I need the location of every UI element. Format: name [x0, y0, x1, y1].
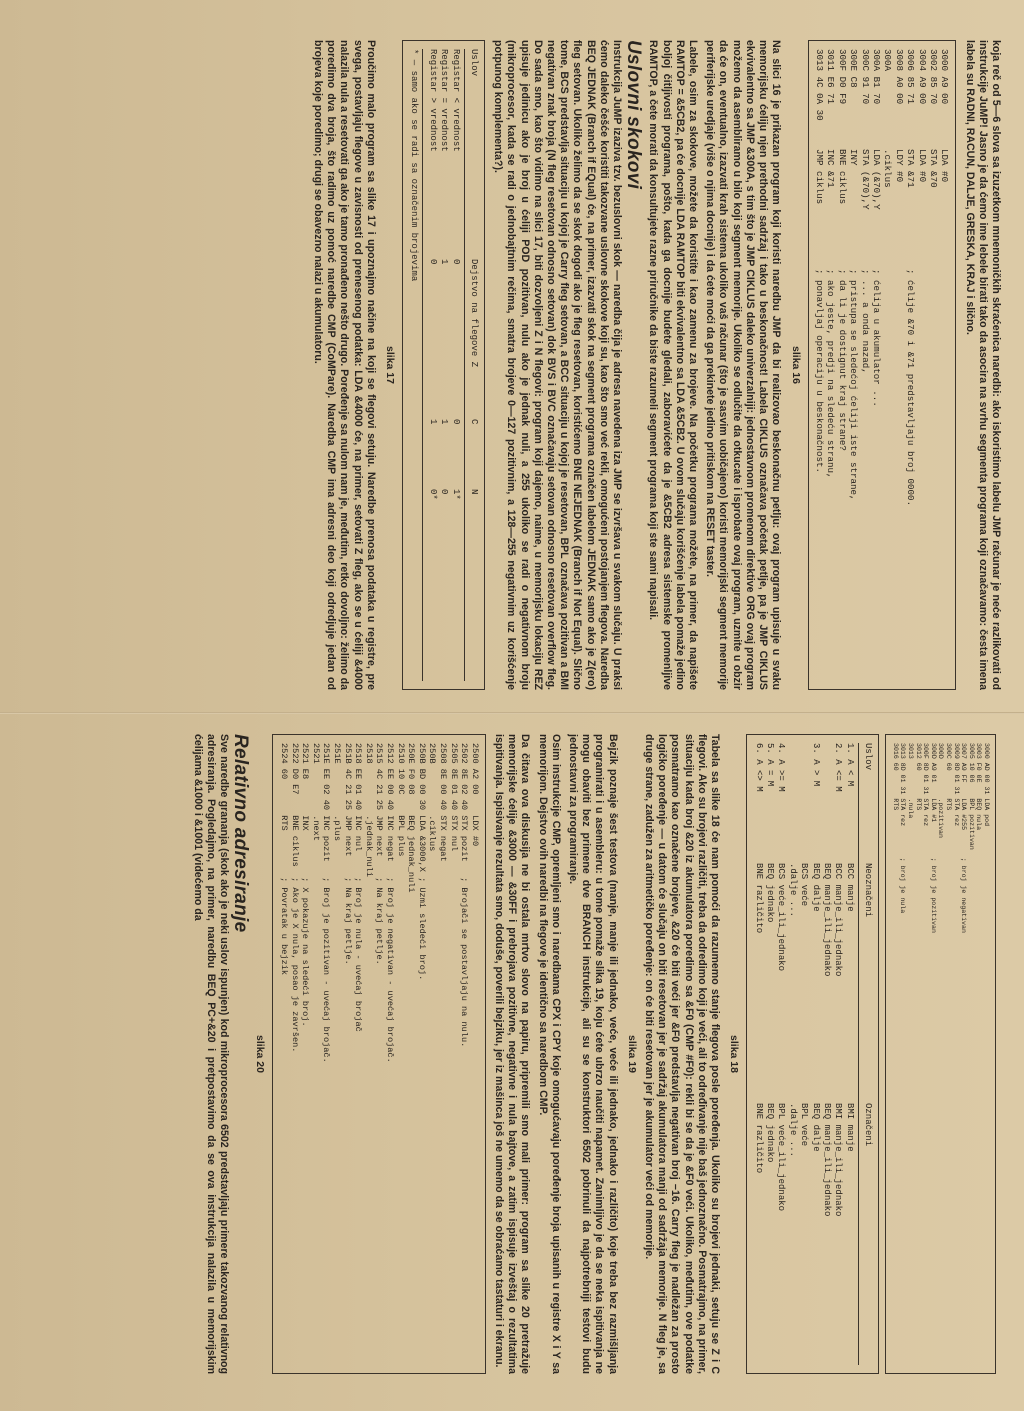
- listing-18-line: 3016 60 RTS: [891, 743, 899, 811]
- table-17-cell: 1: [427, 419, 438, 425]
- paragraph-19b: Osim instrukcije CMP, opremljeni smo i naredbama CPX i CPY koje omogućavaju poređenje broja upisanih u registre X i Y sa memorijom. Dejstvo ovih naredbi na flegove je identično sa naredbom CMP.: [536, 734, 562, 1374]
- listing-20-line: 2510 10 0C BPL plus: [395, 743, 406, 857]
- listing-18-line: 300F 8D 01 31 STA rez: [922, 743, 930, 827]
- table-18-row: [752, 743, 763, 1365]
- listing-16-line: [859, 49, 870, 681]
- table-18-cell: BEQ dalje: [810, 1103, 821, 1152]
- table-17-cell: 0: [450, 259, 461, 265]
- listing-18-line: 300D A9 01 LDA #1 ; broj je pozitivan: [929, 743, 937, 933]
- listing-16-addr: 300C 91 70: [859, 49, 871, 105]
- listing-16-addr: 3011 E6 71: [825, 49, 837, 105]
- table-18-cell: [798, 743, 809, 853]
- table-18-row: [798, 743, 809, 1365]
- table-17-footnote: * — samo ako se radi sa označenim brojevima: [409, 49, 420, 282]
- listing-16-comment: ; da li je dostignut kraj strane?: [836, 269, 848, 451]
- table-18-rule: [858, 743, 859, 1365]
- table-17-cell: Registar > vrednost: [427, 49, 438, 152]
- listing-16-comment: ; ćelija u akumulator ...: [870, 269, 882, 407]
- table-18-cell: [821, 743, 832, 853]
- table-17-row: [426, 49, 437, 681]
- table-18-cell: .dalje ...: [787, 1103, 798, 1158]
- table-17-cell: 0*: [427, 489, 438, 500]
- left-column: [20, 40, 1002, 690]
- listing-20-line: 250E F0 08 BEQ jednak_nuli: [406, 743, 417, 893]
- table-17-cell: 0: [439, 489, 450, 495]
- table-18-cell: 3. A > M: [810, 743, 821, 787]
- table-17: [402, 40, 485, 690]
- listing-20-line: 2518 .jednak_nuli: [363, 743, 374, 878]
- table-18-h-uslov: Uslov: [863, 743, 874, 771]
- listing-16-line: [836, 49, 847, 681]
- listing-18-line: 3013 8D 01 31 STA rez ; broj je nula: [899, 743, 907, 914]
- table-18-h-neoznaceni: Neoznačeni: [863, 863, 874, 918]
- listing-16-addr: 3000 A9 00: [939, 49, 951, 105]
- listing-16-comment: [893, 269, 904, 681]
- listing-20-line: 2521 E8 INX ; X pokazuje na sledeći broj.: [300, 743, 311, 1027]
- listing-20-line: 251E .plus: [332, 743, 343, 841]
- listing-20-line: 251B 4C 21 25 JMP next ; Na kraj petlje.: [342, 743, 353, 965]
- listing-18-line: 3000 AD 00 31 LDA pod: [983, 743, 990, 827]
- listing-18-line: 300D .pozitivan: [937, 743, 945, 838]
- caption-16: slika 16: [789, 346, 802, 384]
- table-18-cell: 1. A < M: [844, 743, 855, 787]
- table-18-cell: BCS veće_ili_jednako: [776, 863, 787, 972]
- paragraph-18: Tabela sa slike 18 će nam pomoći da razumemo stanje flegova posle poređenja. Ukoliko su brojevi jednaki, setuju se Z i C flegovi. Ako su brojevi različiti, treba da odredimo koji je veći, ali to određivanje nije baš jednoznačno. Posmatrajmo, na primer, situaciju kada broj &20 iz akumulatora poredimo sa &F0 (CMP #F0): rekli bi se da je &F0 veći. Ukoliko, međutim, ove podatke posmatramo kao označene brojeve, &20 će biti veći jer &F0 predstavlja negativan broj −16. Carry fleg je nadležan za prosto logičko poređenje — u datom će slučaju on biti resetovan jer je sadržaj akumulatora manji od sadržaja memorije. N fleg je, sa druge strane, zadužen za aritmetičko poređenje: on će biti resetovan jer je akumulator veći od memorije.: [643, 734, 722, 1374]
- table-17-cell: Registar = vrednost: [439, 49, 450, 152]
- listing-16-code: INY: [848, 149, 860, 166]
- caption-19: slika 19: [625, 1035, 638, 1073]
- listing-16-code: LDA (&70),Y: [870, 149, 882, 210]
- listing-16-line: [939, 49, 950, 681]
- table-17-cell: Registar < vrednost: [450, 49, 461, 152]
- listing-20-line: 251E EE 02 40 INC pozit ; Broj je pozitivan - uvećaj brojač.: [321, 743, 332, 1063]
- table-17-cell: 0: [427, 259, 438, 265]
- listing-20-line: 2521 .next: [310, 743, 321, 841]
- listing-16: [808, 40, 957, 690]
- table-18-cell: BCC manje_ili_jednako: [833, 863, 844, 977]
- table-18-cell: BMI manje: [844, 1103, 855, 1152]
- listing-16-addr: 300F D0 F9: [836, 49, 848, 105]
- listing-20-line: 2508 8E 00 40 STX negat: [437, 743, 448, 862]
- listing-16-code: BNE ciklus: [836, 149, 848, 205]
- listing-18-line: 300C 60 RTS: [945, 743, 953, 811]
- table-17-rule: [422, 49, 423, 681]
- listing-16-code: .ciklus: [882, 149, 894, 188]
- listing-16-comment: [882, 269, 893, 681]
- table-17-rule: [464, 49, 465, 681]
- listing-16-comment: [916, 269, 927, 681]
- table-17-row: [438, 49, 449, 681]
- table-17-cell: 0: [450, 419, 461, 425]
- table-18-cell: BEQ manje_ili_jednako: [822, 863, 833, 977]
- table-17-h-n: N: [469, 489, 480, 495]
- listing-16-code: STA &71: [905, 149, 917, 188]
- heading-relativno-adresiranje: Relativno adresiranje: [230, 734, 252, 933]
- table-17-header: [468, 49, 479, 681]
- table-17-row: [449, 49, 460, 681]
- listing-20-line: 2512 EE 00 40 INC negat ; Broj je negativan - uvećaj brojač.: [385, 743, 396, 1063]
- listing-16-addr: 300A B1 70: [870, 49, 882, 105]
- listing-18-program: [885, 734, 996, 1374]
- table-17-h-c: C: [469, 419, 480, 425]
- listing-20-line: 250B .ciklus: [427, 743, 438, 852]
- listing-16-code: STA (&70),Y: [859, 149, 871, 210]
- listing-20-line: 2505 8E 01 40 STX nul: [448, 743, 459, 852]
- paragraph-19a: Bejzik poznaje šest testova (manje, manje ili jednako, veće, veće ili jednako, jednako i različito) koje treba bez razmišljanja programirati i u asembleru: u tome pomaže slika 19, koju ćete ubrzo naučiti napamet. Zanimljivo je da se neka ispitivanja ne mogu obaviti bez primene dve BRANCH instrukcije, ali su se konstruktori 6502 pobrinuli da najpotrebniji testovi budu jednostavni za programiranje.: [566, 734, 619, 1374]
- listing-16-line: [893, 49, 904, 681]
- table-17-h-z: Dejstvo na flegove Z: [469, 259, 480, 368]
- listing-16-line: [871, 49, 882, 681]
- table-18-body: [752, 743, 855, 1365]
- listing-18-line: 3003 F0 0E BEQ nula: [975, 743, 983, 831]
- table-18-cell: BEQ dalje: [810, 863, 821, 912]
- table-17-h-uslov: Uslov: [469, 49, 480, 77]
- table-18-cell: 4. A >= M: [776, 743, 787, 792]
- listing-16-line: [905, 49, 916, 681]
- listing-16-line: [882, 49, 893, 681]
- listing-16-code: INC &71: [825, 149, 837, 188]
- listing-18-line: 3007 A9 FF LDA #255 ; broj je negativan: [960, 743, 968, 933]
- listing-16-lines: [814, 49, 951, 681]
- listing-20: [272, 734, 485, 1374]
- listing-20-line: 2500 A2 00 LDX #0: [469, 743, 480, 847]
- table-18-cell: BEQ jednako: [765, 863, 776, 923]
- table-18-cell: 6. A <> M: [753, 743, 764, 792]
- table-18-row: [821, 743, 832, 1365]
- table-18-cell: BPL veće: [799, 1103, 810, 1147]
- listing-16-code: STA &70: [927, 149, 939, 188]
- table-17-cell: 1*: [450, 489, 461, 500]
- table-18-cell: BMI manje_ili_jednako: [833, 1103, 844, 1217]
- intro-paragraph: koja reč od 5—6 slova sa izuzetkom mnemoničkih skraćenica naredbi: ako iskoristimo labelu JMP računar je neće razlikovati od instrukcije JuMP! Jasno je da ćemo ime lebele birati tako da asocira na svrhu segmenta programa koji označavamo: česta imena labela su RADNI, RACUN, DALJE, GRESKA, KRAJ i slično.: [963, 40, 1002, 690]
- paragraph-19c: Da čitava ova diskusija ne bi ostala mrtvo slovo na papiru, pripremili smo mali primer: program sa slike 20 pretražuje memorijske ćelije &3000 — &30FF i prebrojava pozitivne, negativne i nula bajtove, a zatim ispisuje izveštaj o rezultatima ispitivanja. Ispisivanje rezultata smo, doduše, poverili bejziku, jer iz mašinca još ne umemo da se obraćamo tastaturi i ekranu.: [492, 734, 532, 1374]
- table-18-cell: .dalje ...: [787, 863, 798, 918]
- listing-16-comment: ; ... a onda nazad,: [859, 269, 871, 374]
- listing-16-comment: ; pristupa se sledećoj ćeliji iste strane,: [848, 269, 860, 501]
- table-18-cell: BNE različito: [753, 1103, 764, 1174]
- table-17-body: [426, 49, 460, 681]
- listing-18-line: 3012 60 RTS: [914, 743, 922, 811]
- table-18-cell: BNE različito: [753, 863, 764, 934]
- listing-20-line: 2515 4C 21 25 JMP next ; Na kraj petlje.: [374, 743, 385, 965]
- page-fold: [0, 712, 1024, 714]
- listing-18-line: 3013 .nula: [907, 743, 915, 819]
- table-17-cell: 1: [439, 259, 450, 265]
- paragraph-16b: Labele, osim za skokove, možete da koristite i kao zamenu za brojeve. Na početku programa možete, na primer, da napišete RAMTOP = &5CB2, pa će docnije LDA RAMTOP biti ekvivalentno sa LDA &5CB2. U ovom slučaju korišćenje labela pomaže jedino boljoj čitljivosti programa, pošto, kada ga docnije budete gledali, zaboravićete da je &5CB2 adresa sistemske promenljive RAMTOP, a čete morati da konsultujete razne priručnike da biste razumeli segment programa koji ste sami napisali.: [647, 40, 700, 690]
- listing-20-lines: [278, 743, 479, 1365]
- paragraph-17b: Proučimo malo program sa slike 17 i upoznajmo načine na koji se flegovi setuju. Naredbe prenosa podataka u registre, pre svega, postavljaju flegove u zavisnosti od prenesenog podatka: LDA &4000 će, na primer, setovati Z fleg, ako se u ćeliji &4000 nalazila nula a resetovati ga ako je tamo pronađeno nešto drugo. Poređenje sa nulom nam je, međutim, retko dovoljno: želimo da poredimo dva broja, što radimo uz pomoć naredbe CMP (CoMPare). Naredba CMP ima adresni deo koji odredjuje jedan od brojeva koje poredimo; drugi se obavezno nalazi u akumulatoru.: [312, 40, 377, 690]
- listing-16-comment: ; ponavljaj operaciju u beskonačnost.: [813, 269, 825, 473]
- listing-16-addr: 300E C8: [848, 49, 860, 88]
- table-18-cell: 2. A <= M: [833, 743, 844, 792]
- paragraph-17a: Instrukcija JuMP izaziva tzv. bezuslovni skok — naredba čija je adresa navedena iza JMP se izvršava u svakom slučaju. U praksi ćemo daleko češće koristiti takozvane uslovne skokove koji su, kao što smo već rekli, omogućeni postojanjem flegova. Naredba BEQ JEDNAK (Branch if EQual) će, na primer, izazvati skok na segment programa označen labelom JEDNAK samo ako je Z(ero) fleg setovan. Ukoliko želimo da se skok dogodi ako je fleg resetovan, koristićemo BNE NEJEDNAK (Branch if Not Equal). Slično tome, BCS predstavlja situaciju u kojoj je Carry fleg setovan, a BCC situaciju u kojoj je resetovan, BPL označava pozitivan a BMI negativan znak broja (N fleg resetovan odnosno setovan) dok BVS i BVC označavaju setovan odnosno resetovan overflow fleg. Do sada smo, kao što vidimo na slici 17, biti dozvoljeni Z i N flegovi: program koji dajemo, naime, u memorijsku lokaciju REZ upisuje jedinicu ako je broj u ćeliji POD pozitivan, nulu ako je jednak nuli, a 255 ukoliko se radi o negativnom broju (mikroprocesor, kada se radi o jednobajtnim rečima, smatra brojeve 0—127 pozitivnim, a 128—255 negativnim uz korišćenje potpunog komplementa?).: [492, 40, 624, 690]
- paragraph-16a: Na slici 16 je prikazan program koji koristi naredbu JMP da bi realizovao beskonačnu petlju: ovaj program upisuje u svaku memorijsku ćeliju njen prethodni sadržaj i tako u beskonačnost! Labela CIKLUS označava početak petlje, pa je JMP CIKLUS ekvivalentno sa JMP &300A, s tim što je JMP CIKLUS daleko univerzalniji: jednostavnom promenom direktive ORG ovaj program možemo da asembliramo u bilo koji segment memorije. Ukoliko se odlučite da otkucate i isprobate ovaj program, uzmite u obzir da će on, eventualno, izazvati krah sistema ukoliko vaš računar (što je sasvim uobičajeno) koristi memorijski segment memorije periferijske uredjaje (više o njima docnije) i da ćete moći da ga prekinete jedino pritiskom na RESET taster.: [704, 40, 783, 690]
- table-18-cell: 5. A = M: [765, 743, 776, 787]
- table-18-row: [809, 743, 820, 1365]
- heading-uslovni-skokovi: Uslovni skokovi: [623, 40, 645, 190]
- listing-16-code: LDA #0: [916, 149, 928, 183]
- listing-16-addr: 3004 A9 00: [916, 49, 928, 105]
- listing-16-addr: 3008 A0 00: [893, 49, 905, 105]
- listing-16-line: [928, 49, 939, 681]
- right-column: [20, 734, 1002, 1374]
- listing-16-code: LDA #0: [939, 149, 951, 183]
- listing-16-code: JMP ciklus: [813, 149, 825, 205]
- listing-16-addr: 3013 4C 0A 30: [813, 49, 825, 121]
- listing-16-line: [825, 49, 836, 681]
- listing-18-lines: [891, 743, 990, 1365]
- listing-16-comment: ; ako jeste, predji na sledeću stranu,: [825, 269, 837, 479]
- listing-20-line: 2524 60 RTS ; Povratak u bejzik: [279, 743, 290, 976]
- table-18-h-oznaceni: Označeni: [863, 1103, 874, 1147]
- listing-16-line: [916, 49, 927, 681]
- listing-16-comment: [928, 269, 939, 681]
- table-18-row: [786, 743, 797, 1365]
- listing-20-line: 2518 EE 01 40 INC nul ; Broj je nula - uvećaj brojač: [353, 743, 364, 1032]
- listing-16-line: [814, 49, 825, 681]
- table-18-row: [764, 743, 775, 1365]
- listing-18-line: 3005 10 06 BPL pozitivan: [967, 743, 975, 850]
- table-18-cell: [786, 743, 797, 853]
- listing-20-line: 250B BD 00 30 LDA &3000,X ; Uzmi sledeći broj.: [416, 743, 427, 981]
- paragraph-20: Sve naredbe grananja (skok ako je neki uslov ispunjen) kod mikroprocesora 6502 predstavljaju primere takozvanog relativnog adresiranja. Pogledajmo, na primer, naredbu BEQ PC+&20 i pretpostavimo da se ova instrukcija nalazila u memorijskim ćelijama &1000 i &1001 (videćemo da: [191, 734, 231, 1374]
- caption-20: slika 20: [254, 1035, 267, 1073]
- listing-16-addr: 3002 85 70: [927, 49, 939, 105]
- table-18-row: [832, 743, 843, 1365]
- caption-17: slika 17: [384, 346, 397, 384]
- table-18-row: [775, 743, 786, 1365]
- table-18-cell: BCS veće: [799, 863, 810, 907]
- listing-16-comment: [939, 269, 950, 681]
- listing-16-addr: 3006 85 71: [905, 49, 917, 105]
- caption-18: slika 18: [728, 1035, 741, 1073]
- table-18-row: [843, 743, 854, 1365]
- listing-16-comment: ; ćelije &70 i &71 predstavljaju broj 0000.: [905, 269, 917, 507]
- listing-16-addr: 300A: [882, 49, 894, 72]
- table-18-cell: BCC manje: [844, 863, 855, 912]
- table-17-cell: 1: [439, 419, 450, 425]
- listing-20-line: 2502 8E 02 40 STX pozit ; Brojači se postavljaju na nulu.: [459, 743, 470, 1048]
- listing-18-line: 3009 8D 01 31 STA rez: [952, 743, 960, 827]
- table-18-header: [862, 743, 873, 1365]
- listing-16-line: [848, 49, 859, 681]
- listing-20-line: 2522 D0 E7 BNE ciklus ; Ako je X nula, posao je završen.: [289, 743, 300, 1053]
- table-18-cell: BPL veće_ili_jednako: [776, 1103, 787, 1212]
- listing-16-code: LDY #0: [893, 149, 905, 183]
- table-18-cell: BEQ manje_ili_jednako: [822, 1103, 833, 1217]
- table-18: [746, 734, 879, 1374]
- table-18-cell: BEQ jednako: [765, 1103, 776, 1163]
